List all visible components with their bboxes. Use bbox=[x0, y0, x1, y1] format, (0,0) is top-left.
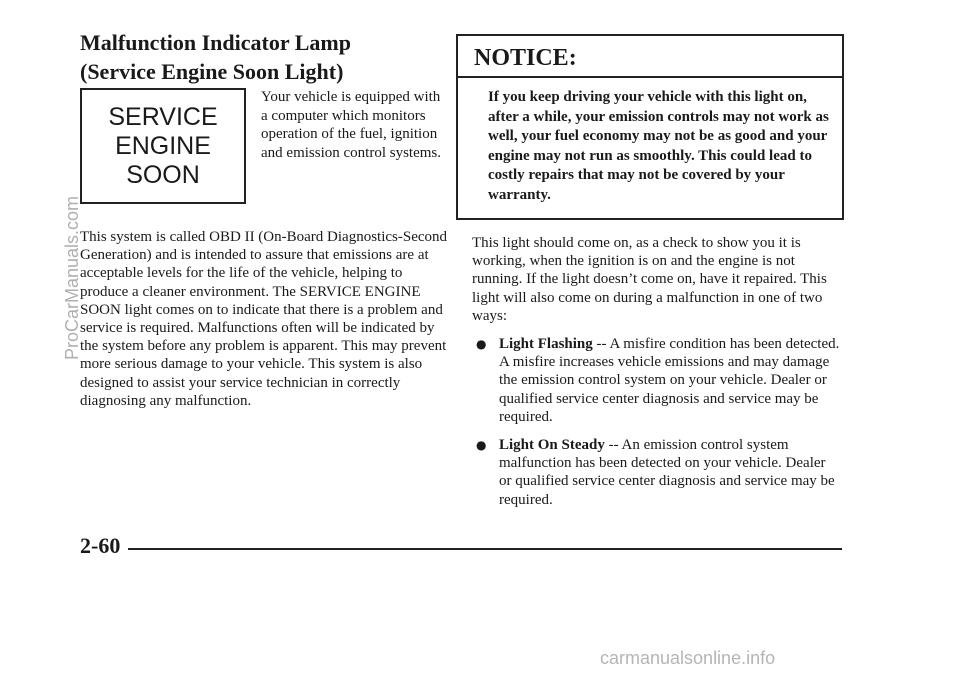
intro-paragraph: Your vehicle is equipped with a computer which monitors operation of the fuel, ignition and emission control systems. bbox=[261, 89, 441, 161]
notice-title: NOTICE: bbox=[458, 36, 842, 78]
light-check-paragraph: This light should come on, as a check to show you it is working, when the ignition is on and the engine is not running. If the light doesn’t come on, have it repaired. This light will also come on during a malfunction in one of two ways: bbox=[472, 235, 827, 324]
section-title: Malfunction Indicator Lamp (Service Engine Soon Light) bbox=[80, 30, 351, 84]
bullet-text: -- A misfire condition has been detected. A misfire increases vehicle emissions and may damage the emission control system on your vehicle. Dealer or qualified service center diagnosis and service may be required. bbox=[499, 336, 840, 425]
lamp-label: SERVICE ENGINE SOON bbox=[108, 102, 218, 189]
bullet-icon: ● bbox=[476, 438, 487, 453]
footer-rule bbox=[122, 548, 842, 550]
list-item-light-on-steady bbox=[476, 436, 840, 509]
list-item-light-flashing bbox=[476, 335, 840, 426]
notice-box bbox=[456, 34, 844, 220]
bullet-text: -- An emission control system malfunction has been detected on your vehicle. Dealer or qualified service center diagnosis and service may be required. bbox=[499, 437, 835, 508]
page-number: 2-60 bbox=[80, 534, 128, 558]
watermark-bottom: carmanualsonline.info bbox=[600, 648, 776, 668]
service-engine-soon-lamp-icon bbox=[80, 88, 246, 204]
obd-description-paragraph: This system is called OBD II (On-Board Diagnostics-Second Generation) and is intended to assure that emissions are at acceptable levels for the life of the vehicle, helping to produce a cleaner environment. The SERVICE ENGINE SOON light comes on to indicate that there is a problem and service is required. Malfunctions often will be indicated by the system before any problem is apparent. This may prevent more serious damage to your vehicle. This system is also designed to assist your service technician in correctly diagnosing any malfunction. bbox=[80, 229, 448, 409]
watermark-left-text: ProCarManuals.com bbox=[62, 195, 82, 360]
bullet-term: Light Flashing bbox=[499, 336, 593, 352]
bullet-term: Light On Steady bbox=[499, 437, 605, 454]
bullet-icon: ● bbox=[476, 337, 487, 351]
notice-text: If you keep driving your vehicle with this light on, after a while, your emission controls may not work as well, your fuel economy may not be as good and your engine may not run as smoothly. This could lead to costly repairs that may not be covered by your warranty. bbox=[488, 89, 829, 203]
page-footer bbox=[80, 534, 842, 558]
malfunction-modes-list bbox=[476, 335, 840, 509]
